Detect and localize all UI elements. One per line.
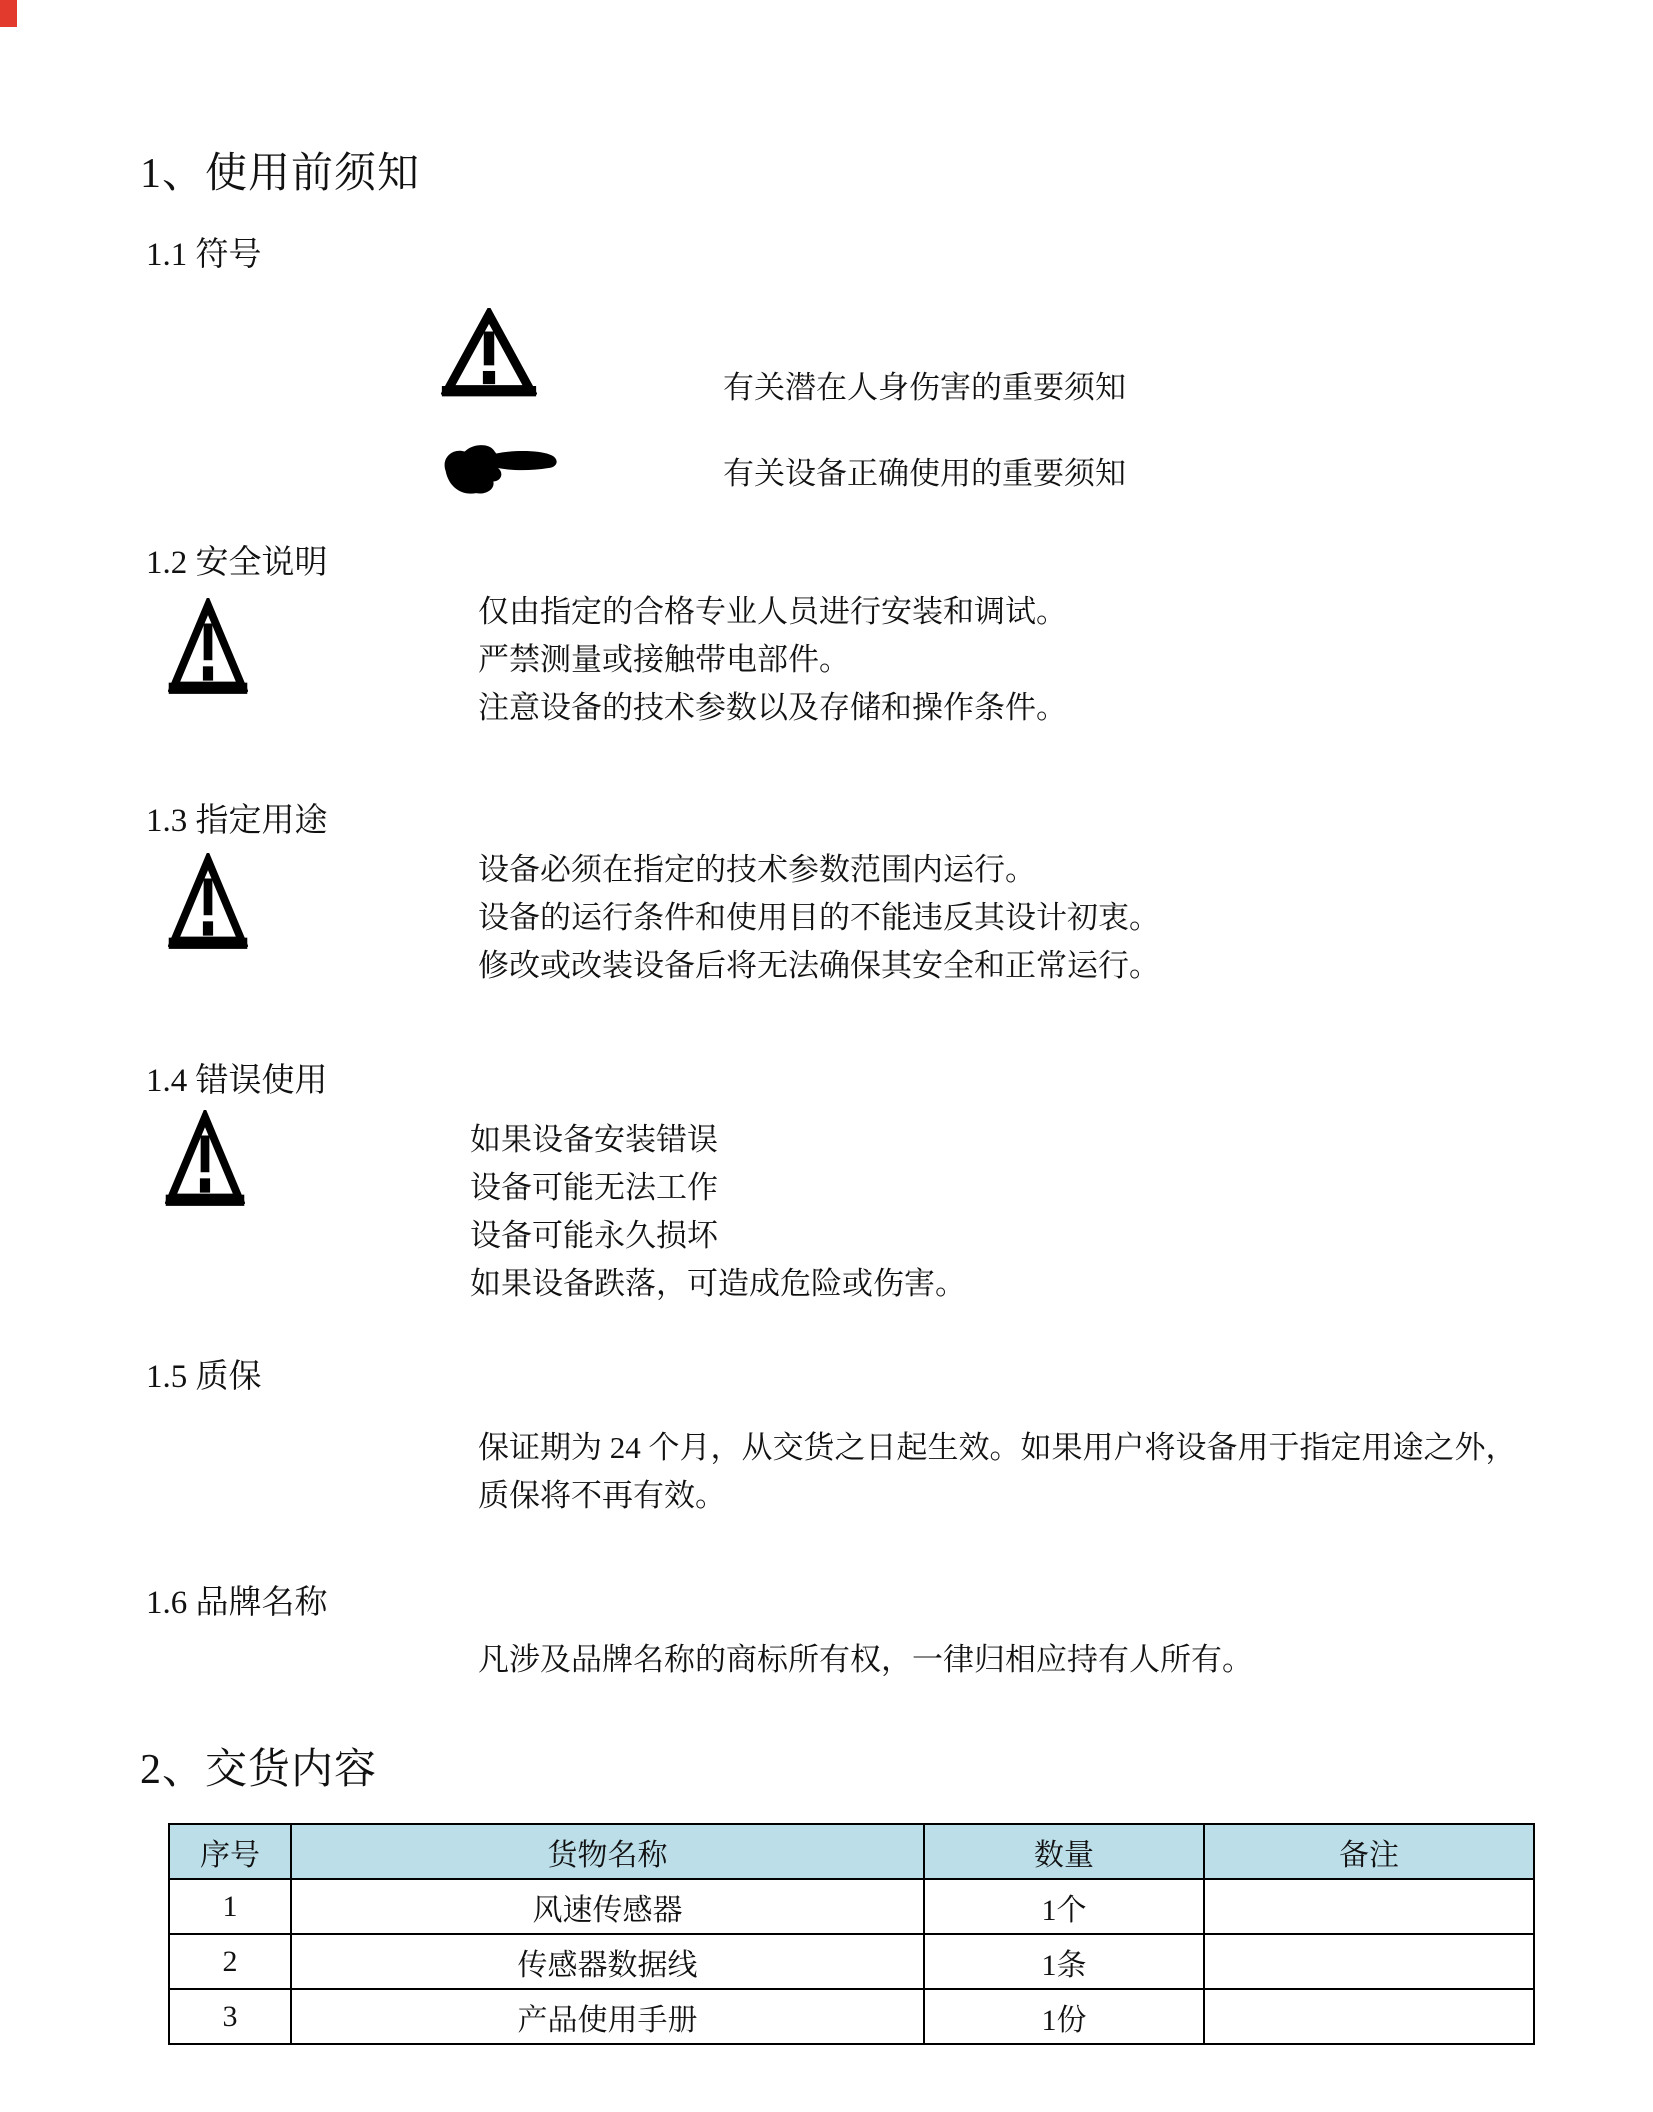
- cell-index: 2: [169, 1934, 291, 1989]
- cell-quantity: 1个: [924, 1879, 1204, 1934]
- pointing-hand-icon: [438, 438, 562, 498]
- col-header-quantity: 数量: [924, 1824, 1204, 1879]
- table-header-row: [169, 1824, 1534, 1879]
- cell-item: 传感器数据线: [291, 1934, 924, 1989]
- table-row: [169, 1879, 1534, 1934]
- cell-quantity: 1条: [924, 1934, 1204, 1989]
- section-2-title: 2、交货内容: [140, 1747, 378, 1793]
- text-line: 修改或改装设备后将无法确保其安全和正常运行。: [478, 948, 1160, 983]
- warranty-text: 保证期为 24 个月，从交货之日起生效。如果用户将设备用于指定用途之外，质保将不再有效。: [478, 1430, 1517, 1513]
- cell-quantity: 1份: [924, 1989, 1204, 2044]
- text-line: 仅由指定的合格专业人员进行安装和调试。: [478, 594, 1067, 629]
- delivery-contents-table: [168, 1823, 1535, 2045]
- text-line: 设备的运行条件和使用目的不能违反其设计初衷。: [478, 900, 1160, 935]
- symbol-caption: 有关设备正确使用的重要须知: [723, 456, 1126, 491]
- safety-note-lines: [478, 588, 1067, 732]
- table-row: [169, 1934, 1534, 1989]
- section-1-2-title: 1.2 安全说明: [146, 545, 328, 581]
- cell-item: 产品使用手册: [291, 1989, 924, 2044]
- warning-triangle-icon: [168, 598, 248, 700]
- section-1-5-title: 1.5 质保: [146, 1359, 262, 1395]
- col-header-index: 序号: [169, 1824, 291, 1879]
- text-line: 如果设备跌落，可造成危险或伤害。: [470, 1266, 966, 1301]
- warning-triangle-icon: [165, 1110, 245, 1212]
- text-line: 如果设备安装错误: [470, 1122, 718, 1157]
- section-1-3-title: 1.3 指定用途: [146, 803, 328, 839]
- section-1-1-title: 1.1 符号: [146, 237, 262, 273]
- cell-remark: [1204, 1989, 1534, 2044]
- cell-remark: [1204, 1879, 1534, 1934]
- warning-triangle-icon: [441, 308, 537, 402]
- col-header-remark: 备注: [1204, 1824, 1534, 1879]
- wrong-use-lines: [470, 1116, 966, 1308]
- section-1-4-title: 1.4 错误使用: [146, 1063, 328, 1099]
- intended-use-lines: [478, 846, 1160, 990]
- text-line: 设备必须在指定的技术参数范围内运行。: [478, 852, 1036, 887]
- corner-mark: [0, 0, 17, 27]
- cell-remark: [1204, 1934, 1534, 1989]
- table-row: [169, 1989, 1534, 2044]
- text-line: 严禁测量或接触带电部件。: [478, 642, 850, 677]
- brand-name-text: 凡涉及品牌名称的商标所有权，一律归相应持有人所有。: [478, 1642, 1253, 1677]
- cell-item: 风速传感器: [291, 1879, 924, 1934]
- section-1-6-title: 1.6 品牌名称: [146, 1585, 328, 1621]
- col-header-item: 货物名称: [291, 1824, 924, 1879]
- text-line: 设备可能永久损坏: [470, 1218, 718, 1253]
- section-1-title: 1、使用前须知: [140, 151, 421, 197]
- cell-index: 3: [169, 1989, 291, 2044]
- text-line: 注意设备的技术参数以及存储和操作条件。: [478, 690, 1067, 725]
- symbol-caption: 有关潜在人身伤害的重要须知: [723, 370, 1126, 405]
- text-line: 设备可能无法工作: [470, 1170, 718, 1205]
- warning-triangle-icon: [168, 853, 248, 955]
- cell-index: 1: [169, 1879, 291, 1934]
